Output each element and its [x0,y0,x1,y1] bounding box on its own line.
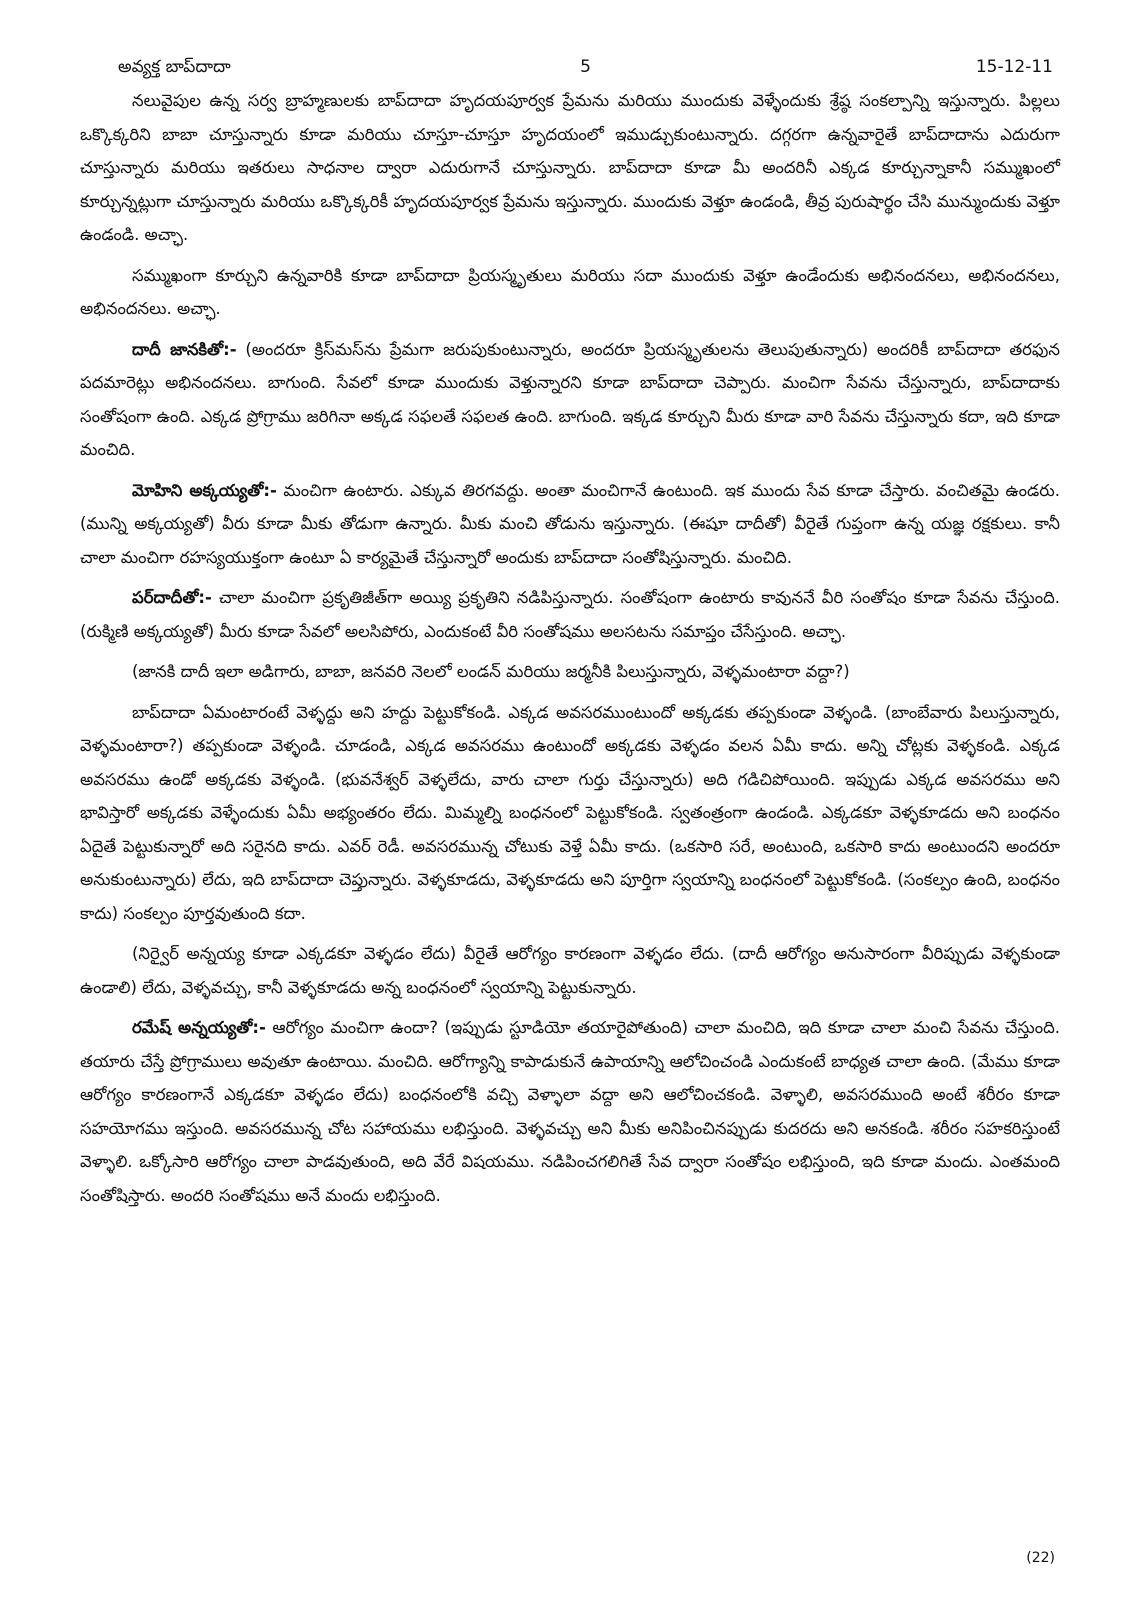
footer-page-number: (22) [1026,1550,1055,1566]
paragraph [80,696,1060,931]
speaker-label: దాదీ జానకితో:- [132,339,237,359]
paragraph [80,84,1060,252]
paragraph [80,259,1060,326]
paragraph [80,333,1060,467]
paragraph [80,655,1060,689]
paragraph [80,937,1060,1004]
paragraph-text: సమ్ముఖంగా కూర్చుని ఉన్నవారికి కూడా బాప్‌దాదా ప్రియస్మృతులు మరియు సదా ముందుకు వెళ్తూ ఉండేందుకు అభినందనలు, అభినందనలు, అభినందనలు. అచ్ఛా. [80,265,1060,318]
paragraph-text: (జానకి దాదీ ఇలా అడిగారు, బాబా, జనవరి నెలలో లండన్ మరియు జర్మనీకి పిలుస్తున్నారు, వెళ్ళమంటారా వద్దా?) [132,662,850,681]
paragraph-text: (నిర్వైర్ అన్నయ్య కూడా ఎక్కడకూ వెళ్ళడం లేదు) వీరైతే ఆరోగ్యం కారణంగా వెళ్ళడం లేదు. (దాదీ ఆరోగ్యం అనుసారంగా వీరిప్పుడు వెళ్ళకుండా ఉండాలి) లేదు, వెళ్ళవచ్చు, కానీ వెళ్ళకూడదు అన్న బంధనంలో స్వయాన్ని పెట్టుకున్నారు. [80,944,1060,997]
paragraph-text: చాలా మంచిగా ప్రకృతిజీత్‌గా అయ్యి ప్రకృతిని నడిపిస్తున్నారు. సంతోషంగా ఉంటారు కావుననే వీరి సంతోషం కూడా సేవను చేస్తుంది. (రుక్మిణి అక్కయ్యతో) మీరు కూడా సేవలో అలసిపోరు, ఎందుకంటే వీరి సంతోషము అలసటను సమాప్తం చేసేస్తుంది. అచ్ఛా. [80,588,1060,641]
paragraph-text: (అందరూ క్రిస్‌మస్‌ను ప్రేమగా జరుపుకుంటున్నారు, అందరూ ప్రియస్మృతులను తెలుపుతున్నారు) అందరికీ బాప్‌దాదా తరఫున పదమారెట్లు అభినందనలు. బాగుంది. సేవలో కూడా ముందుకు వెళ్తున్నారని కూడా బాప్‌దాదా చెప్పారు. మంచిగా సేవను చేస్తున్నారు, బాప్‌దాదాకు సంతోషంగా ఉంది. ఎక్కడ ప్రోగ్రాము జరిగినా అక్కడ సఫలతే సఫలత ఉంది. బాగుంది. ఇక్కడ కూర్చుని మీరు కూడా వారి సేవను చేస్తున్నారు కదా, ఇది కూడా మంచిది. [80,339,1060,459]
header-title: అవ్యక్త బాప్‌దాదా [118,57,231,77]
speaker-label: రమేష్ అన్నయ్యతో:- [132,1018,266,1037]
paragraph-text: ఆరోగ్యం మంచిగా ఉందా? (ఇప్పుడు స్టూడియో తయారైపోతుంది) చాలా మంచిది, ఇది కూడా చాలా మంచి సేవను చేస్తుంది. తయారు చేస్తే ప్రోగ్రాములు అవుతూ ఉంటాయి. మంచిది. ఆరోగ్యాన్ని కాపాడుకునే ఉపాయాన్ని ఆలోచించండి ఎందుకంటే బాధ్యత చాలా ఉంది. (మేము కూడా ఆరోగ్యం కారణంగానే ఎక్కడకూ వెళ్ళడం లేదు) బంధనంలోకి వచ్చి వెళ్ళాలా వద్దా అని ఆలోచించకండి. వెళ్ళాలి, అవసరముంది అంటే శరీరం కూడా సహయోగము ఇస్తుంది. అవసరమున్న చోట సహాయము లభిస్తుంది. వెళ్ళవచ్చు అని మీకు అనిపించినప్పుడు కుదరదు అని అనకండి. శరీరం సహకరిస్తుంటే వెళ్ళాలి. ఒక్కోసారి ఆరోగ్యం చాలా పాడవుతుంది, అది వేరే విషయము. నడిపించగలిగితే సేవ ద్వారా సంతోషం లభిస్తుంది, ఇది కూడా మందు. ఎంతమంది సంతోషిస్తారు. అందరి సంతోషము అనే మందు లభిస్తుంది. [80,1018,1060,1205]
paragraph [80,474,1060,575]
paragraph [80,1011,1060,1212]
paragraph-text: మంచిగా ఉంటారు. ఎక్కువ తిరగవద్దు. అంతా మంచిగానే ఉంటుంది. ఇక ముందు సేవ కూడా చేస్తారు. వంచితమై ఉండరు. (మున్ని అక్కయ్యతో) వీరు కూడా మీకు తోడుగా ఉన్నారు. మీకు మంచి తోడును ఇస్తున్నారు. (ఈషూ దాదీతో) వీరైతే గుప్తంగా ఉన్న యజ్ఞ రక్షకులు. కానీ చాలా మంచిగా రహస్యయుక్తంగా ఉంటూ ఏ కార్యమైతే చేస్తున్నారో అందుకు బాప్‌దాదా సంతోషిస్తున్నారు. మంచిది. [80,480,1060,567]
header-page-number: 5 [580,57,591,77]
speaker-label: మోహిని అక్కయ్యతో:- [132,480,277,500]
speaker-label: పర్‌దాదీతో:- [132,588,212,607]
paragraph-text: బాప్‌దాదా ఏమంటారంటే వెళ్ళద్దు అని హద్దు పెట్టుకోకండి. ఎక్కడ అవసరముంటుందో అక్కడకు తప్పకుండా వెళ్ళండి. (బాంబేవారు పిలుస్తున్నారు, వెళ్ళమంటారా?) తప్పకుండా వెళ్ళండి. చూడండి, ఎక్కడ అవసరము ఉంటుందో అక్కడకు వెళ్ళడం వలన ఏమీ కాదు. అన్ని చోట్లకు వెళ్ళకండి. ఎక్కడ అవసరము ఉండో అక్కడకు వెళ్ళండి. (భువనేశ్వర్ వెళ్ళలేదు, వారు చాలా గుర్తు చేస్తున్నారు) అది గడిచిపోయింది. ఇప్పుడు ఎక్కడ అవసరము అని భావిస్తారో అక్కడకు వెళ్ళేందుకు ఏమీ అభ్యంతరం లేదు. మిమ్మల్ని బంధనంలో పెట్టుకోకండి. స్వతంత్రంగా ఉండండి. ఎక్కడకూ వెళ్ళకూడదు అని బంధనం ఏదైతే పెట్టుకున్నారో అది సరైనది కాదు. ఎవర్ రెడీ. అవసరమున్న చోటుకు వెళ్తే ఏమీ కాదు. (ఒకసారి సరే, అంటుంది, ఒకసారి కాదు అంటుందని అందరూ అనుకుంటున్నారు) లేదు, ఇది బాప్‌దాదా చెప్తున్నారు. వెళ్ళకూడదు, వెళ్ళకూడదు అని పూర్తిగా స్వయాన్ని బంధనంలో పెట్టుకోకండి. (సంకల్పం ఉంది, బంధనం కాదు) సంకల్పం పూర్తవుతుంది కదా. [80,702,1060,923]
paragraph [80,581,1060,648]
header-date: 15-12-11 [975,57,1053,77]
paragraph-text: నలువైపుల ఉన్న సర్వ బ్రాహ్మణులకు బాప్‌దాదా హృదయపూర్వక ప్రేమను మరియు ముందుకు వెళ్ళేందుకు శ్రేష్ఠ సంకల్పాన్ని ఇస్తున్నారు. పిల్లలు ఒక్కొక్కరిని బాబా చూస్తున్నారు కూడా మరియు చూస్తూ-చూస్తూ హృదయంలో ఇముడ్చుకుంటున్నారు. దగ్గరగా ఉన్నవారైతే బాప్‌దాదాను ఎదురుగా చూస్తున్నారు మరియు ఇతరులు సాధనాల ద్వారా ఎదురుగానే చూస్తున్నారు. బాప్‌దాదా కూడా మీ అందరినీ ఎక్కడ కూర్చున్నాకానీ సమ్ముఖంలో కూర్చున్నట్లుగా చూస్తున్నారు మరియు ఒక్కొక్కరికీ హృదయపూర్వక ప్రేమను ఇస్తున్నారు. ముందుకు వెళ్తూ ఉండండి, తీవ్ర పురుషార్థం చేసి మున్ముందుకు వెళ్తూ ఉండండి. అచ్ఛా. [80,91,1060,244]
document-body [80,84,1060,1219]
page-header [118,54,1053,80]
